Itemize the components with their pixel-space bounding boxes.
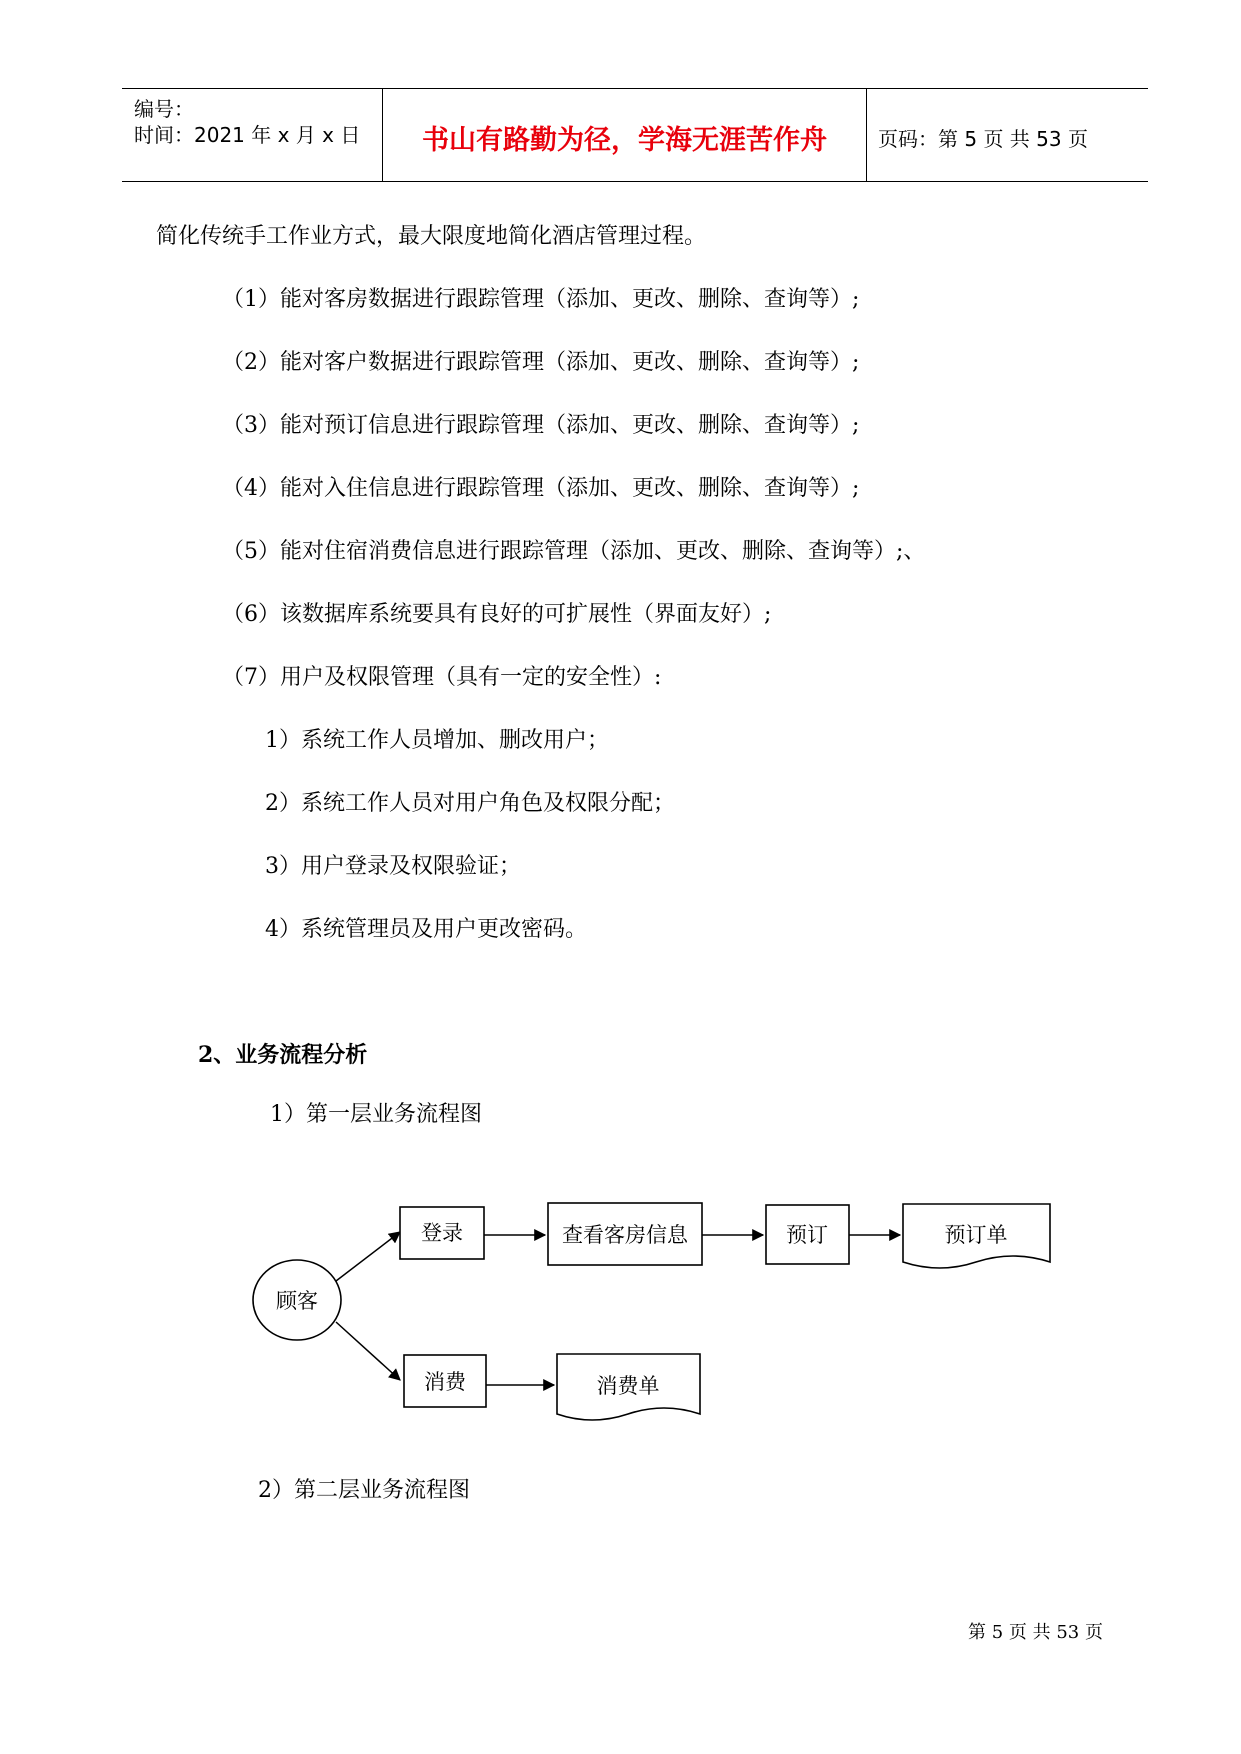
view-rooms-label: 查看客房信息 <box>562 1223 688 1247</box>
requirement-item: （4）能对入住信息进行跟踪管理（添加、更改、删除、查询等）; <box>222 476 860 501</box>
login-label: 登录 <box>421 1221 463 1245</box>
page-footer: 第 5 页 共 53 页 <box>968 1622 1103 1643</box>
requirement-subitem: 1）系统工作人员增加、删改用户； <box>265 728 609 753</box>
requirement-item: （3）能对预订信息进行跟踪管理（添加、更改、删除、查询等）; <box>222 413 860 438</box>
requirement-item: （7）用户及权限管理（具有一定的安全性）: <box>222 665 662 690</box>
requirement-subitem: 2）系统工作人员对用户角色及权限分配； <box>265 791 675 816</box>
motto: 书山有路勤为径，学海无涯苦作舟 <box>422 124 827 156</box>
consumption-form-label: 消费单 <box>596 1374 660 1398</box>
reservation-form-label: 预订单 <box>944 1223 1008 1247</box>
customer-label: 顾客 <box>276 1289 318 1313</box>
consume-label: 消费 <box>424 1370 466 1394</box>
requirement-item: （2）能对客户数据进行跟踪管理（添加、更改、删除、查询等）; <box>222 350 860 375</box>
header-page-number: 页码：第 5 页 共 53 页 <box>878 126 1088 151</box>
arrow-customer-consume <box>336 1322 400 1380</box>
requirement-item: （5）能对住宿消费信息进行跟踪管理（添加、更改、删除、查询等）;、 <box>222 539 926 564</box>
arrow-customer-login <box>336 1232 400 1281</box>
requirement-subitem: 4）系统管理员及用户更改密码。 <box>265 917 587 942</box>
document-time-label: 时间：2021 年 x 月 x 日 <box>134 123 361 147</box>
intro-paragraph: 简化传统手工作业方式，最大限度地简化酒店管理过程。 <box>156 224 707 249</box>
reserve-label: 预订 <box>786 1223 828 1247</box>
flow-level2-label: 2）第二层业务流程图 <box>258 1478 470 1503</box>
requirement-item: （6）该数据库系统要具有良好的可扩展性（界面友好）; <box>222 602 772 627</box>
document-number-label: 编号： <box>134 97 194 121</box>
flow-level1-label: 1）第一层业务流程图 <box>270 1102 482 1127</box>
requirement-item: （1）能对客房数据进行跟踪管理（添加、更改、删除、查询等）; <box>222 287 860 312</box>
section-heading: 2、业务流程分析 <box>198 1042 368 1068</box>
requirement-subitem: 3）用户登录及权限验证； <box>265 854 521 879</box>
